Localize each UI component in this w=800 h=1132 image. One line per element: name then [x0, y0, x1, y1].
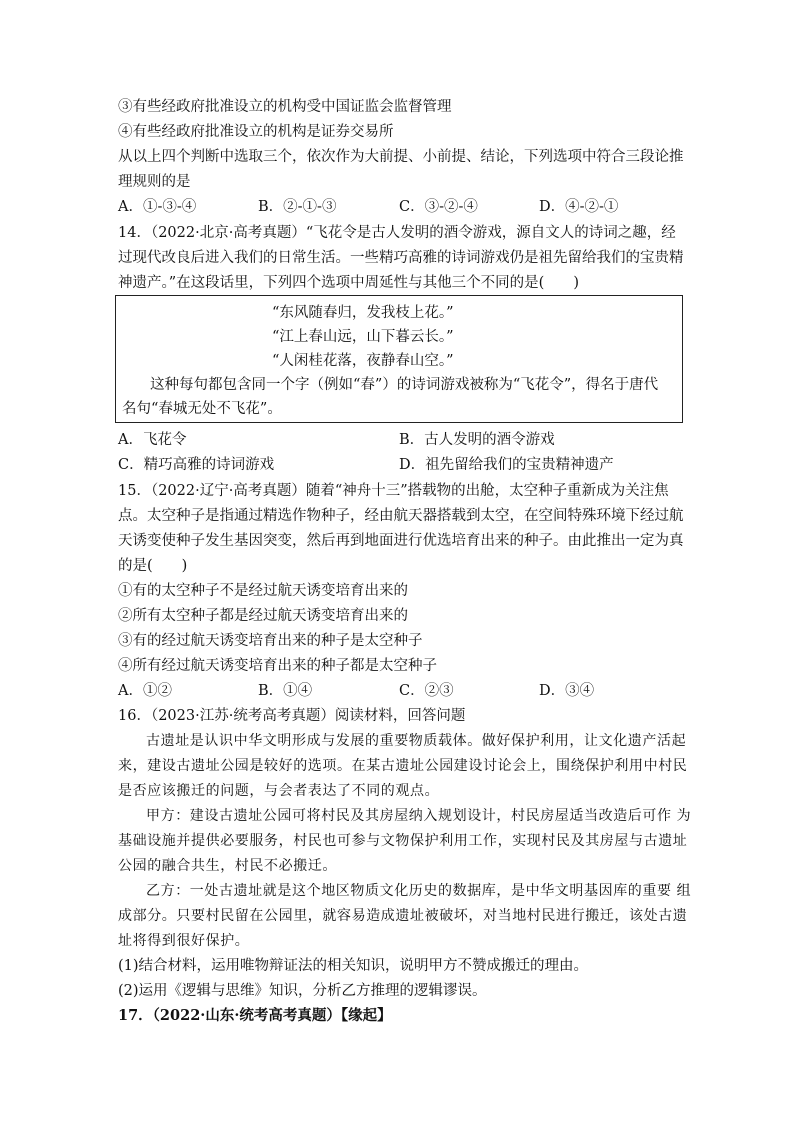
q16-material-line-2: 来，建设古遗址公园是较好的选项。在某古遗址公园建设讨论会上，围绕保护利用中村民	[118, 758, 688, 774]
q16-material-line-3: 是否应该搬迁的问题，与会者表达了不同的观点。	[118, 783, 440, 799]
q14-option-d: D．祖先留给我们的宝贵精神遗产	[399, 457, 614, 473]
q15-statement-3: ③有的经过航天诱变培育出来的种子是太空种子	[118, 633, 423, 649]
q16-side-a-line-2: 基础设施并提供必要服务，村民也可参与文物保护利用工作，实现村民及其房屋与古遗址	[118, 833, 688, 849]
q15-line-3: 天诱变使种子发生基因突变，然后再到地面进行优选培育出来的种子。由此推出一定为真	[118, 533, 684, 549]
q17-header: 17．（2022·山东·统考高考真题）【缘起】	[118, 1007, 392, 1024]
q16-subquestion-2: (2)运用《逻辑与思维》知识，分析乙方推理的逻辑谬误。	[118, 983, 487, 999]
q16-side-b-line-1: 乙方：一处古遗址就是这个地区物质文化历史的数据库，是中华文明基因库的重要 组	[146, 883, 692, 899]
q15-statement-4: ④所有经过航天诱变培育出来的种子都是太空种子	[118, 658, 437, 674]
q14-option-c: C．精巧高雅的诗词游戏	[118, 457, 275, 473]
q14-poem-1: “东风随春归，发我枝上花。”	[272, 305, 454, 321]
q13-prompt-line-1: 从以上四个判断中选取三个，依次作为大前提、小前提、结论，下列选项中符合三段论推	[118, 149, 684, 165]
q15-option-c: C．②③	[399, 683, 454, 699]
q14-note-line-1: 这种每句都包含同一个字（例如“春”）的诗词游戏被称为“飞花令”，得名于唐代	[150, 377, 659, 393]
q14-header: 14．（2022·北京·高考真题）“飞花令是古人发明的酒令游戏，源自文人的诗词之趣，经	[118, 225, 676, 241]
q14-poem-2: “江上春山远，山下暮云长。”	[272, 329, 454, 345]
q16-header: 16．（2023·江苏·统考高考真题）阅读材料，回答问题	[118, 708, 466, 724]
q16-side-b-line-2: 成部分。只要村民留在公园里，就容易造成遗址被破坏，对当地村民进行搬迁，该处古遗	[118, 908, 688, 924]
q14-option-b: B．古人发明的酒令游戏	[399, 432, 555, 448]
q16-subquestion-1: (1)结合材料，运用唯物辩证法的相关知识，说明甲方不赞成搬迁的理由。	[118, 958, 589, 974]
q15-statement-2: ②所有太空种子都是经过航天诱变培育出来的	[118, 608, 408, 624]
q14-option-a: A．飞花令	[118, 432, 187, 448]
q13-option-c: C．③-②-④	[399, 199, 478, 215]
q13-statement-3: ③有些经政府批准设立的机构受中国证监会监督管理	[118, 99, 452, 115]
q15-statement-1: ①有的太空种子不是经过航天诱变培育出来的	[118, 583, 408, 599]
q16-side-b-line-3: 址将得到很好保护。	[118, 933, 250, 949]
q13-statement-4: ④有些经政府批准设立的机构是证券交易所	[118, 124, 394, 140]
q15-option-b: B．①④	[258, 683, 313, 699]
q16-side-a-line-3: 公园的融合共生，村民不必搬迁。	[118, 858, 337, 874]
q16-side-a-line-1: 甲方：建设古遗址公园可将村民及其房屋纳入规划设计，村民房屋适当改造后可作 为	[146, 808, 692, 824]
q13-prompt-line-2: 理规则的是	[118, 174, 191, 190]
q14-line-3: 神遗产。”在这段话里，下列四个选项中周延性与其他三个不同的是( )	[118, 275, 579, 291]
q13-option-d: D．④-②-①	[539, 199, 619, 215]
q16-material-line-1: 古遗址是认识中华文明形成与发展的重要物质载体。做好保护利用，让文化遗产活起	[146, 733, 687, 749]
q13-option-a: A．①-③-④	[118, 199, 197, 215]
q15-line-4: 的是( )	[118, 558, 188, 574]
q14-line-2: 过现代改良后进入我们的日常生活。一些精巧高雅的诗词游戏仍是祖先留给我们的宝贵精	[118, 250, 684, 266]
q14-poem-3: “人闲桂花落，夜静春山空。”	[272, 353, 454, 369]
q13-option-b: B．②-①-③	[258, 199, 337, 215]
q15-option-d: D．③④	[539, 683, 595, 699]
q14-note-line-2: 名句“春城无处不飞花”。	[122, 401, 282, 417]
q15-header: 15．（2022·辽宁·高考真题）随着“神舟十三”搭载物的出舱，太空种子重新成为关注焦	[118, 483, 669, 499]
q15-line-2: 点。太空种子是指通过精选作物种子，经由航天器搭载到太空，在空间特殊环境下经过航	[118, 508, 684, 524]
q15-option-a: A．①②	[118, 683, 172, 699]
